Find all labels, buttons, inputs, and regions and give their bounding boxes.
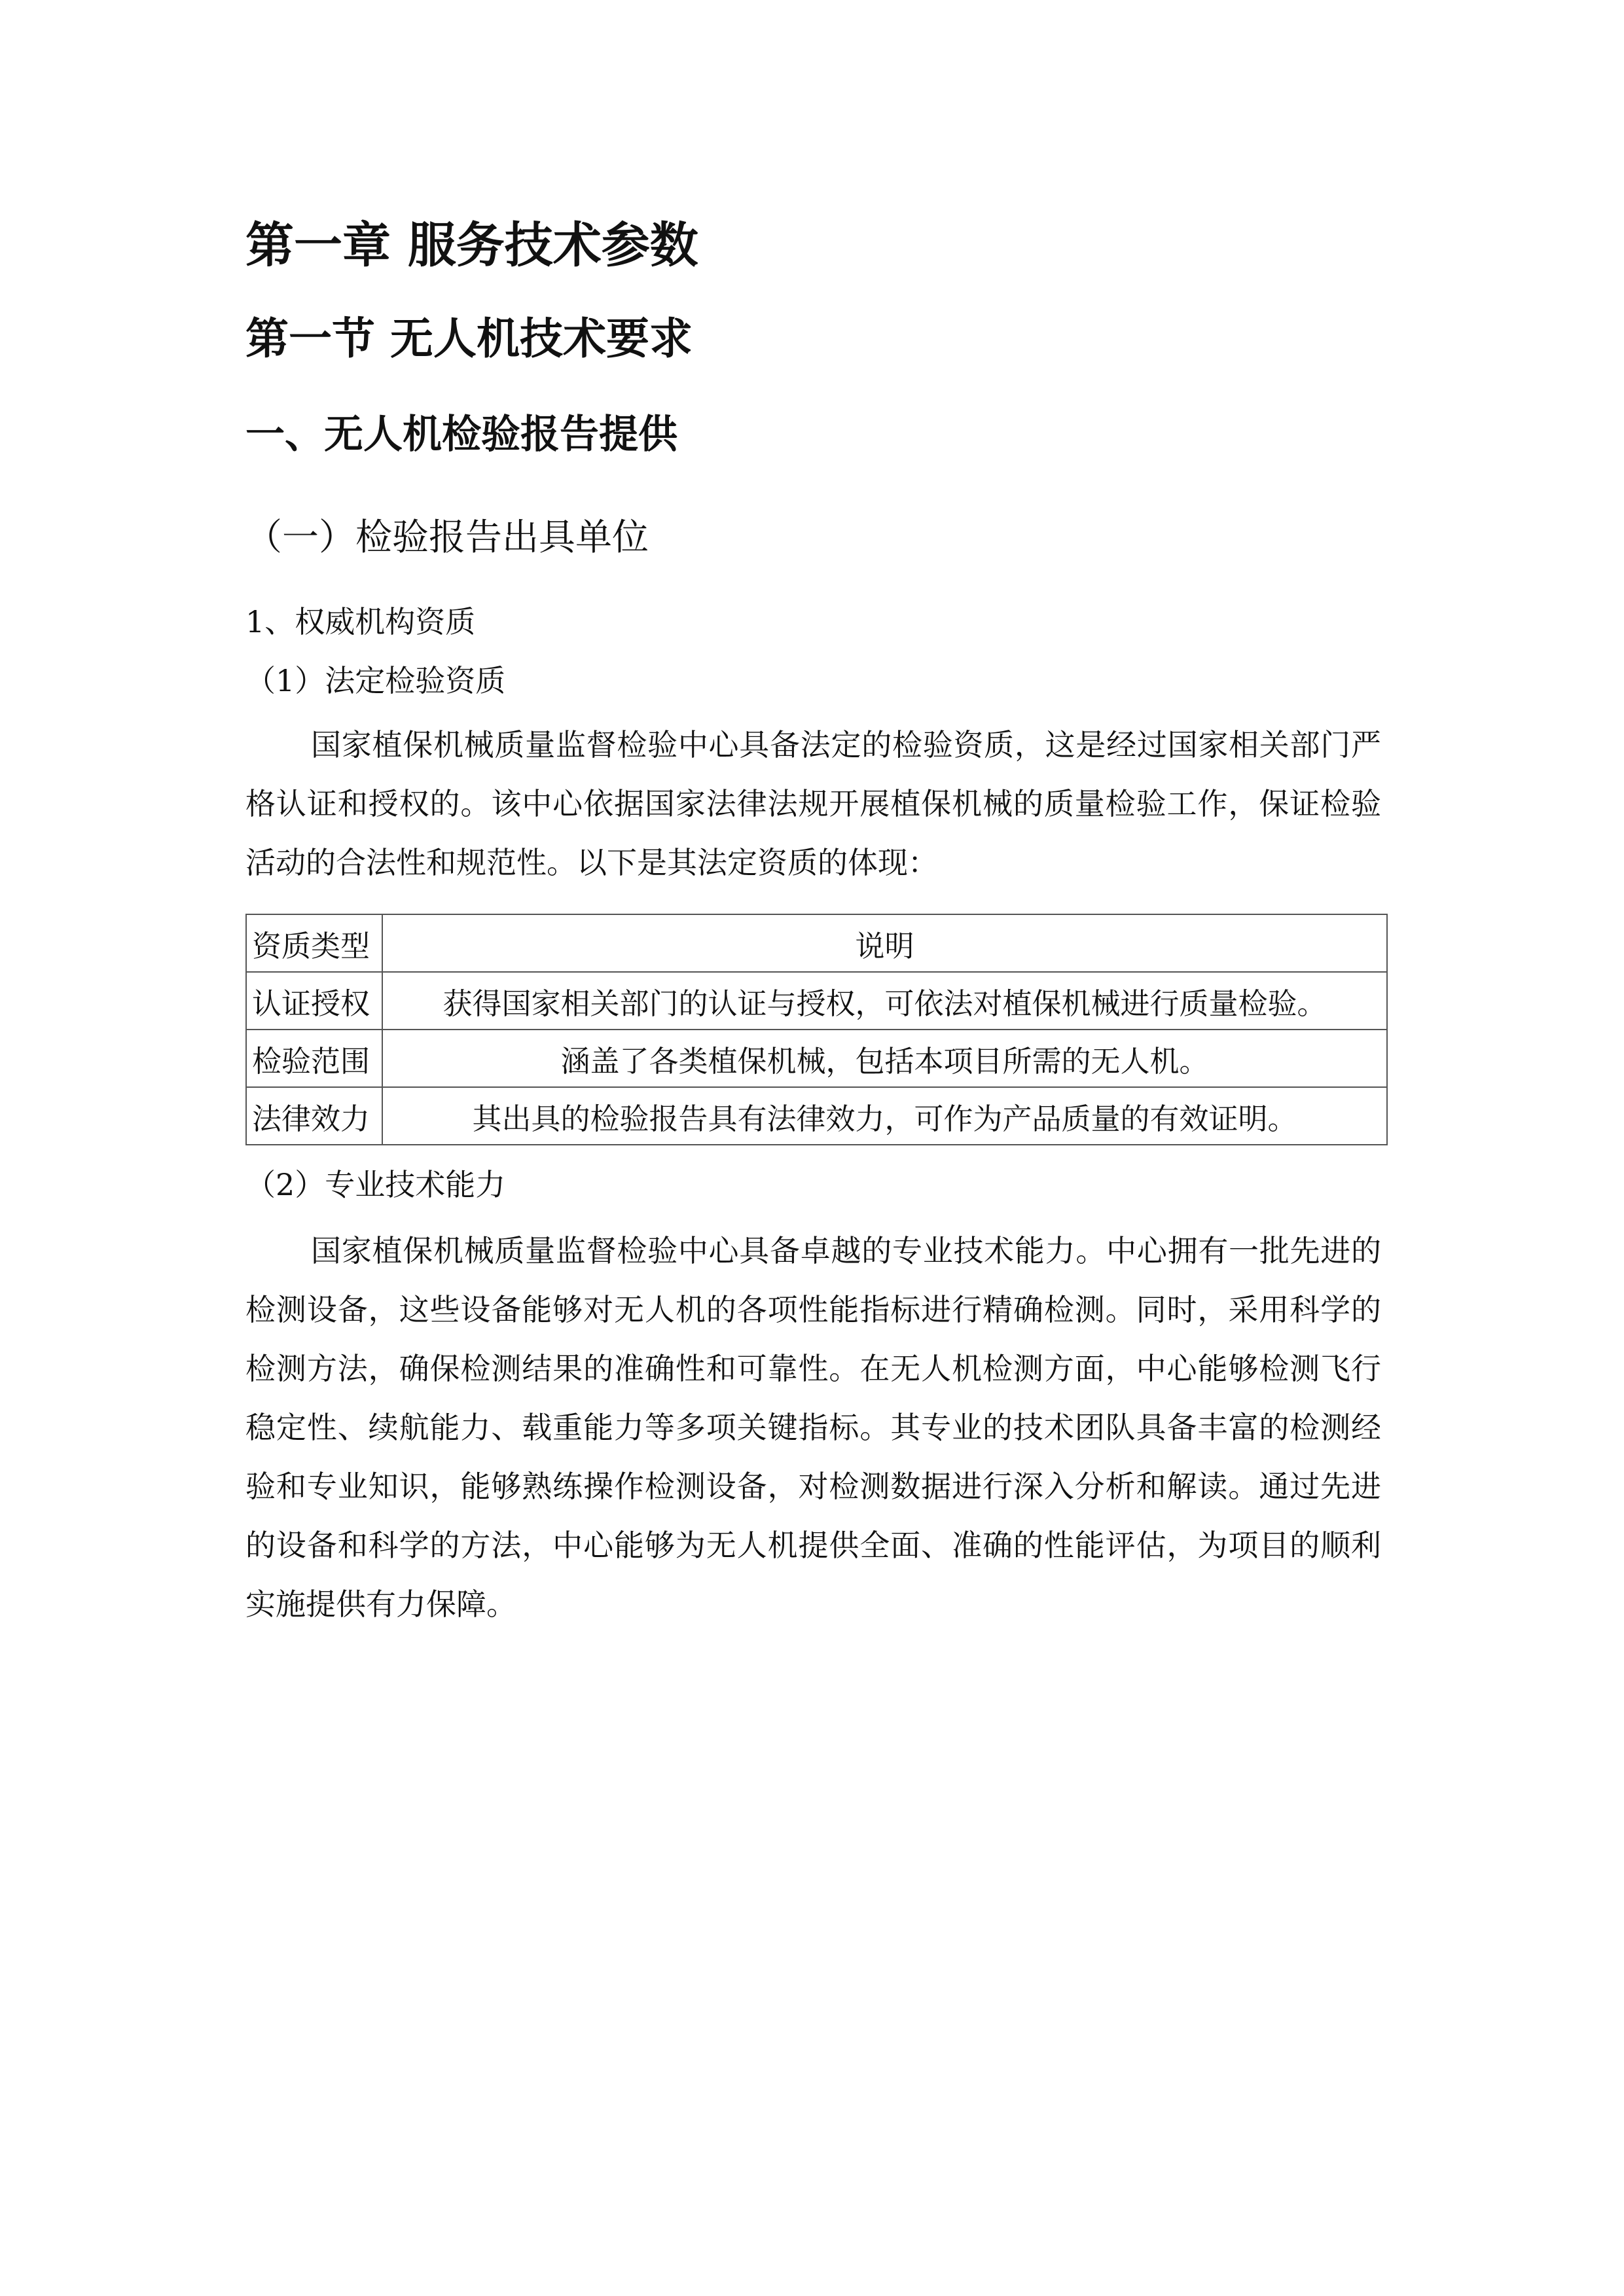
table-row xyxy=(246,972,1387,1030)
table-cell: 获得国家相关部门的认证与授权，可依法对植保机械进行质量检验。 xyxy=(382,972,1387,1030)
chapter-title: 第一章 服务技术参数 xyxy=(245,217,698,274)
qualification-table xyxy=(245,914,1388,1145)
item-heading-technical-capability: （2）专业技术能力 xyxy=(245,1167,506,1202)
table-cell: 法律效力 xyxy=(246,1087,382,1145)
subsection-title: 一、无人机检验报告提供 xyxy=(245,412,677,457)
paragraph-technical-capability: 国家植保机械质量监督检验中心具备卓越的专业技术能力。中心拥有一批先进的检测设备，这些设备能够对无人机的各项性能指标进行精确检测。同时，采用科学的检测方法，确保检测结果的准确性和可靠性。在无人机检测方面，中心能够检测飞行稳定性、续航能力、载重能力等多项关键指标。其专业的技术团队具备丰富的检测经验和专业知识，能够熟练操作检测设备，对检测数据进行深入分析和解读。通过先进的设备和科学的方法，中心能够为无人机提供全面、准确的性能评估，为项目的顺利实施提供有力保障。 xyxy=(245,1233,1381,1622)
table-cell: 检验范围 xyxy=(246,1030,382,1087)
table-cell: 其出具的检验报告具有法律效力，可作为产品质量的有效证明。 xyxy=(382,1087,1387,1145)
table-row xyxy=(246,1087,1387,1145)
table-cell: 涵盖了各类植保机械，包括本项目所需的无人机。 xyxy=(382,1030,1387,1087)
section-title: 第一节 无人机技术要求 xyxy=(245,314,693,364)
item-heading-authority: 1、权威机构资质 xyxy=(245,604,476,639)
table-header-cell: 说明 xyxy=(382,914,1387,972)
table-cell: 认证授权 xyxy=(246,972,382,1030)
table-row xyxy=(246,1030,1387,1087)
subsubsection-title: （一）检验报告出具单位 xyxy=(245,516,649,559)
table-header-cell: 资质类型 xyxy=(246,914,382,972)
item-heading-legal-qualification: （1）法定检验资质 xyxy=(245,663,506,698)
table-header-row xyxy=(246,914,1387,972)
paragraph-legal-qualification: 国家植保机械质量监督检验中心具备法定的检验资质，这是经过国家相关部门严格认证和授权的。该中心依据国家法律法规开展植保机械的质量检验工作，保证检验活动的合法性和规范性。以下是其法定资质的体现： xyxy=(245,727,1381,880)
